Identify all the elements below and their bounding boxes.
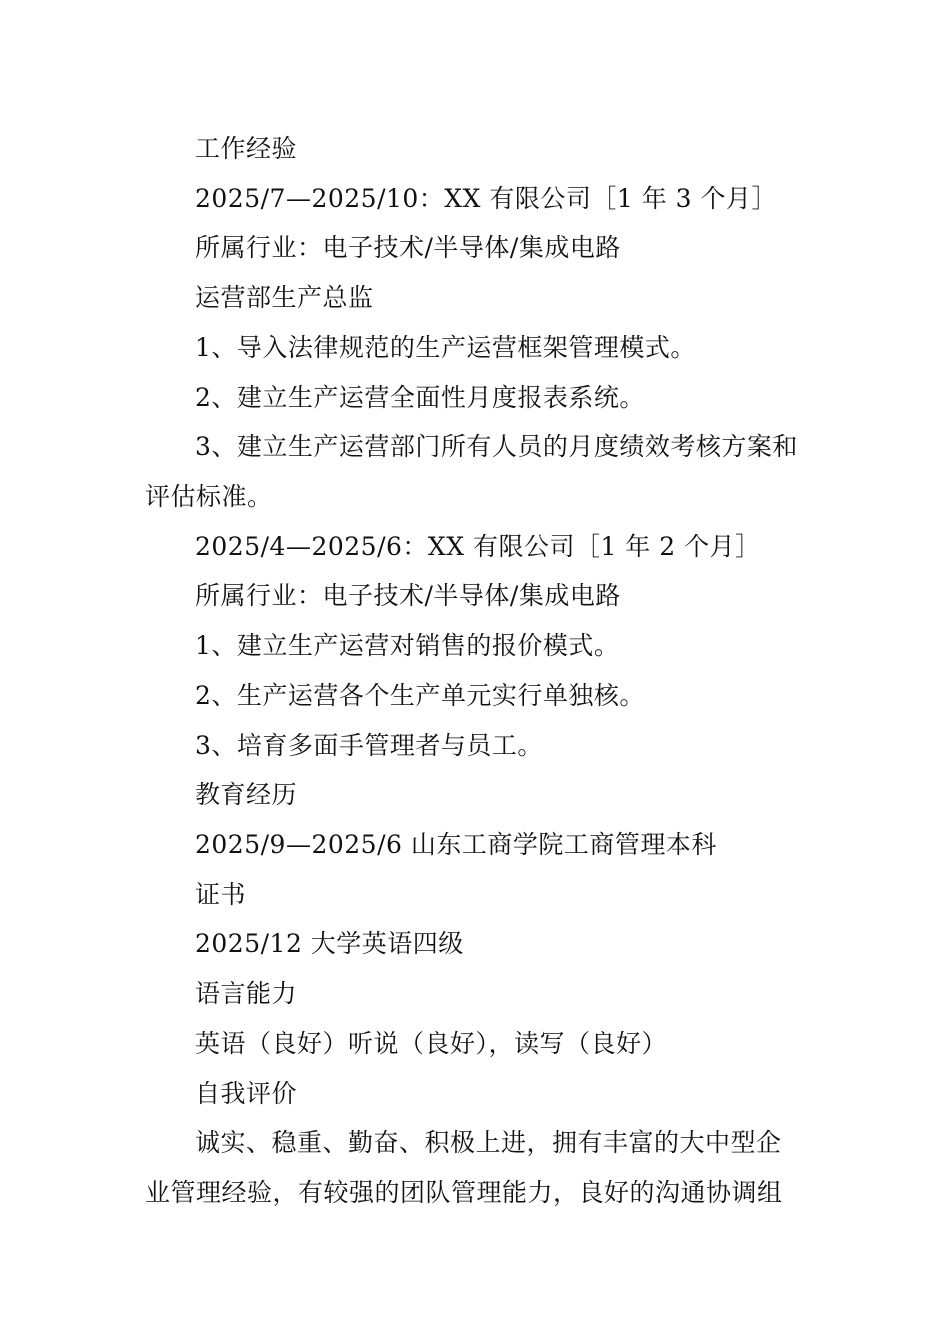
section-heading-self-evaluation: 自我评价 (195, 1079, 298, 1108)
job-1-duty-3: 3、建立生产运营部门所有人员的月度绩效考核方案和 (195, 432, 798, 461)
section-heading-education: 教育经历 (195, 780, 298, 809)
language-entry: 英语（良好）听说（良好），读写（良好） (195, 1029, 668, 1058)
section-heading-language: 语言能力 (195, 979, 298, 1008)
self-evaluation-line-2: 业管理经验，有较强的团队管理能力，良好的沟通协调组 (145, 1178, 783, 1207)
job-2-duty-1: 1、建立生产运营对销售的报价模式。 (195, 631, 620, 660)
job-2-duty-2: 2、生产运营各个生产单元实行单独核。 (195, 681, 645, 710)
job-1-duty-2: 2、建立生产运营全面性月度报表系统。 (195, 383, 645, 412)
job-1-duty-3-continued: 评估标准。 (145, 482, 273, 511)
self-evaluation-line-1: 诚实、稳重、勤奋、积极上进，拥有丰富的大中型企 (195, 1128, 782, 1157)
job-1-position: 运营部生产总监 (195, 283, 374, 312)
education-entry: 2025/9—2025/6 山东工商学院工商管理本科 (195, 830, 717, 859)
job-1-duty-1: 1、导入法律规范的生产运营框架管理模式。 (195, 333, 696, 362)
job-1-period-company: 2025/7—2025/10：XX 有限公司［1 年 3 个月］ (195, 184, 778, 213)
job-2-industry: 所属行业：电子技术/半导体/集成电路 (195, 581, 621, 610)
job-2-duty-3: 3、培育多面手管理者与员工。 (195, 731, 543, 760)
job-1-industry: 所属行业：电子技术/半导体/集成电路 (195, 233, 621, 262)
certificate-entry: 2025/12 大学英语四级 (195, 929, 464, 958)
section-heading-work-experience: 工作经验 (195, 134, 298, 163)
job-2-period-company: 2025/4—2025/6：XX 有限公司［1 年 2 个月］ (195, 532, 761, 561)
section-heading-certificates: 证书 (195, 880, 247, 909)
